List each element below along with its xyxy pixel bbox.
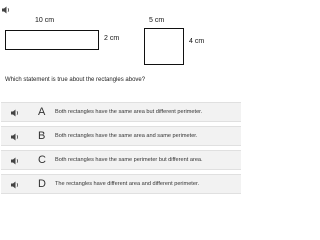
rectangle-1 <box>5 30 99 50</box>
speaker-icon[interactable] <box>11 109 20 117</box>
option-b[interactable] <box>1 126 241 146</box>
rect1-length-label: 10 cm <box>35 17 55 24</box>
option-letter: C <box>38 154 46 166</box>
rect1-width-label: 2 cm <box>104 35 120 42</box>
rect2-width-label: 4 cm <box>189 38 205 45</box>
question-text: Which statement is true about the rectangles above? <box>5 77 146 83</box>
rectangle-2 <box>144 28 184 65</box>
option-text: The rectangles have different area and different perimeter. <box>55 181 200 187</box>
option-text: Both rectangles have the same area but different perimeter. <box>55 109 203 115</box>
option-text: Both rectangles have the same perimeter but different area. <box>55 157 203 163</box>
option-text: Both rectangles have the same area and same perimeter. <box>55 133 198 139</box>
speaker-icon[interactable] <box>2 6 11 14</box>
speaker-icon[interactable] <box>11 181 20 189</box>
option-a[interactable] <box>1 102 241 122</box>
option-letter: B <box>38 130 46 142</box>
option-letter: A <box>38 106 46 118</box>
rect2-length-label: 5 cm <box>149 17 165 24</box>
option-d[interactable] <box>1 174 241 194</box>
speaker-icon[interactable] <box>11 133 20 141</box>
option-c[interactable] <box>1 150 241 170</box>
speaker-icon[interactable] <box>11 157 20 165</box>
option-letter: D <box>38 178 46 190</box>
